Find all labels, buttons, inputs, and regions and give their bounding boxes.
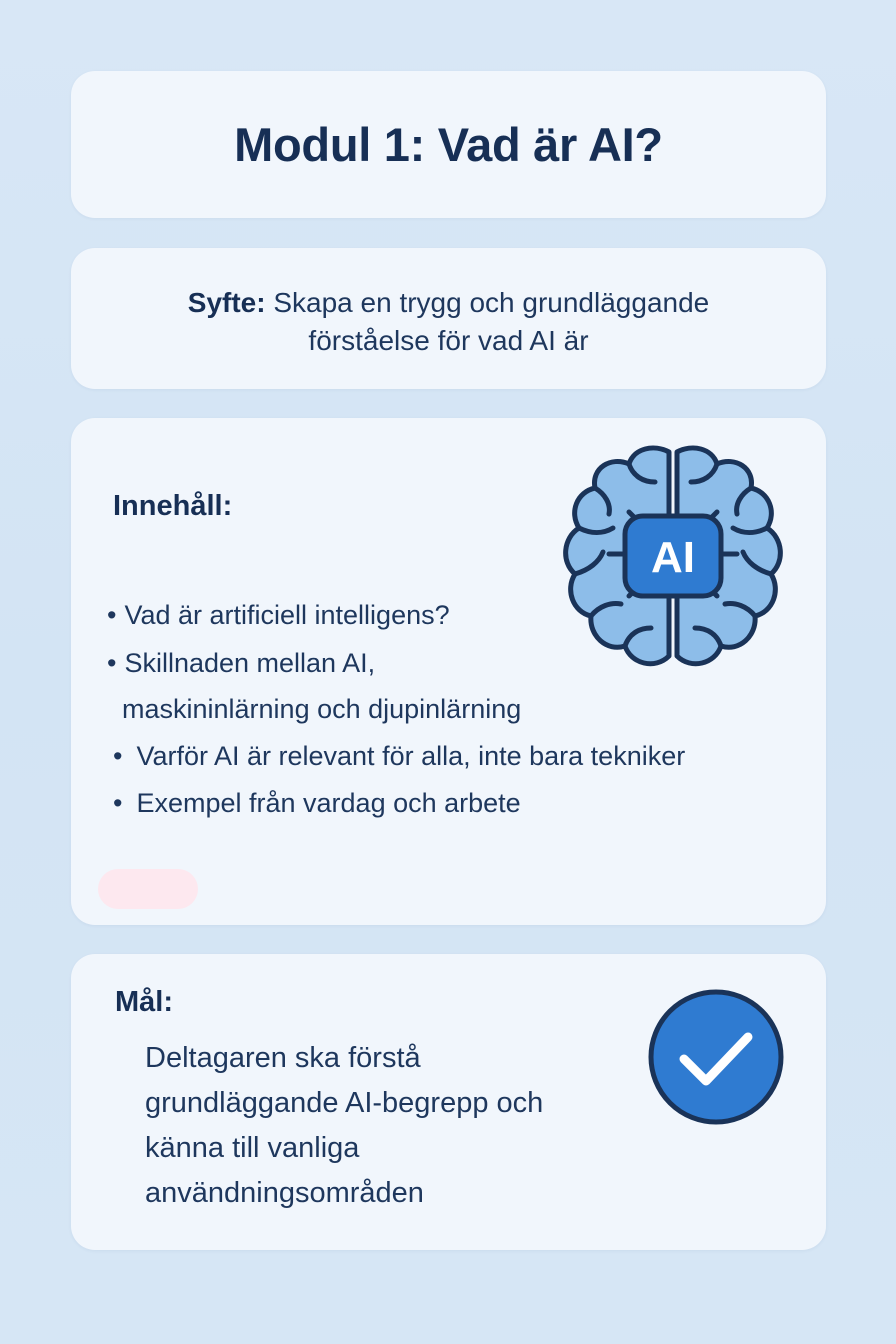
bullet-dot: • xyxy=(107,600,117,630)
bullet-dot: • xyxy=(113,741,123,771)
page-title: Modul 1: Vad är AI? xyxy=(234,118,663,171)
list-item-text: Exempel från vardag och arbete xyxy=(136,788,521,818)
list-item-text: Skillnaden mellan AI, xyxy=(124,648,376,678)
decorative-pill xyxy=(98,869,198,909)
bullet-dot: • xyxy=(113,788,123,818)
title-card xyxy=(71,71,826,218)
goal-card xyxy=(71,954,826,1250)
list-item xyxy=(113,786,521,820)
purpose-line-2: förståelse för vad AI är xyxy=(308,325,589,356)
list-item xyxy=(107,598,450,632)
purpose-card xyxy=(71,248,826,389)
list-item xyxy=(113,739,685,773)
goal-heading: Mål: xyxy=(115,986,173,1018)
checkmark-icon xyxy=(646,987,786,1127)
goal-text: Deltagaren ska förstå grundläggande AI-begrepp och känna till vanliga användningsområden xyxy=(145,1042,544,1209)
bullet-dot: • xyxy=(107,648,117,678)
purpose-text xyxy=(71,284,826,360)
list-item-text: maskininlärning och djupinlärning xyxy=(122,694,522,724)
list-item xyxy=(107,646,375,680)
purpose-line-1: Skapa en trygg och grundläggande xyxy=(265,287,710,318)
purpose-label: Syfte: xyxy=(187,287,266,318)
content-card xyxy=(71,418,826,925)
list-item-text: Vad är artificiell intelligens? xyxy=(124,600,450,630)
ai-chip-label: AI xyxy=(651,533,695,582)
content-heading: Innehåll: xyxy=(113,490,233,522)
list-item-continuation xyxy=(122,692,521,726)
list-item-text: Varför AI är relevant för alla, inte bara tekniker xyxy=(136,741,686,771)
brain-ai-icon xyxy=(559,442,787,682)
